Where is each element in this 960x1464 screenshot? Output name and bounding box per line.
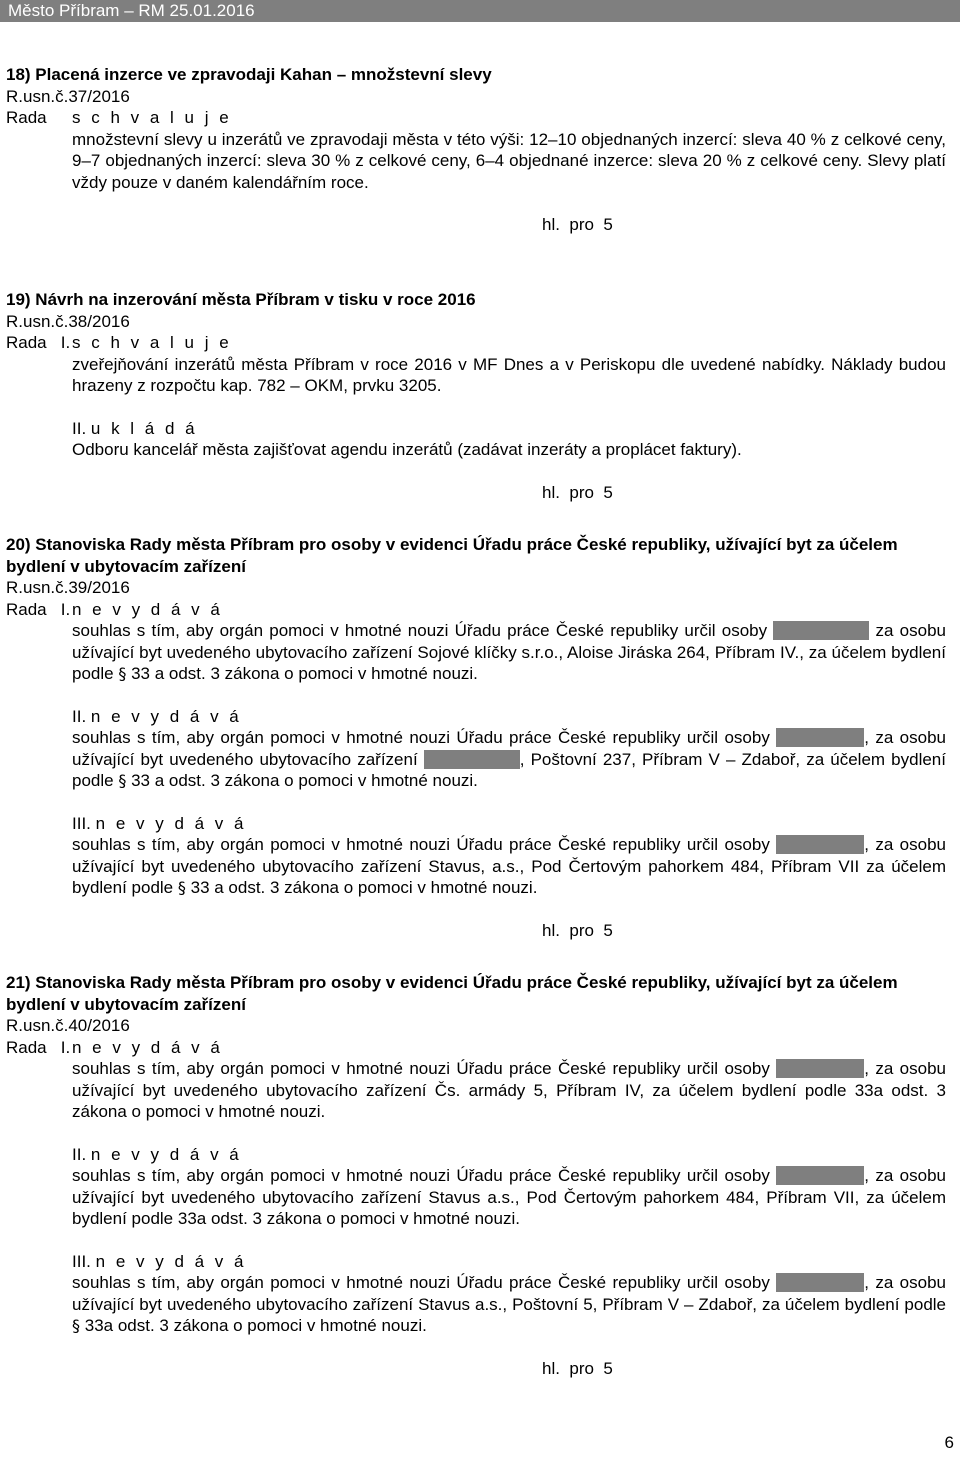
body-text: souhlas s tím, aby orgán pomoci v hmotné nouzi Úřadu práce České republiky určil osoby	[72, 621, 768, 640]
body-text: souhlas s tím, aby orgán pomoci v hmotné nouzi Úřadu práce České republiky určil osoby	[72, 835, 770, 854]
body-text: za účelem bydlení podle	[72, 749, 946, 790]
resolution-number: R.usn.č.40/2016	[6, 1016, 130, 1035]
redacted-facility	[424, 750, 520, 769]
page-header	[0, 0, 960, 22]
resolution-verb: s c h v a l u j e	[72, 108, 232, 127]
resolution-verb: s c h v a l u j e	[72, 333, 232, 352]
body-text: , Poštovní 237, Příbram V – Zdaboř,	[519, 749, 801, 769]
resolution-body	[6, 129, 946, 194]
section-21-title: 21) Stanoviska Rady města Příbram pro osoby v evidenci Úřadu práce České republiky, užívající byt za účelem bydlení v ubytovacím zařízení	[6, 973, 898, 1014]
resolution-number: R.usn.č.39/2016	[6, 578, 130, 597]
spacer	[6, 792, 946, 813]
resolution-label: Rada I.	[6, 1037, 71, 1057]
resolution-number: R.usn.č.38/2016	[6, 311, 130, 331]
body-text: za osobu užívající byt uvedeného ubytovacího zařízení Stavus, a.s., Pod Čertovým pahorkem 484, Příbram VII za účelem bydlení podle	[72, 835, 946, 897]
resolution-verb: n e v y d á v á	[72, 1037, 223, 1057]
vote-result: hl. pro 5	[542, 1358, 613, 1378]
spacer	[6, 1337, 946, 1358]
vote-result: hl. pro 5	[542, 215, 613, 234]
body-text: Slevy platí vždy pouze v daném kalendářním roce.	[72, 151, 946, 192]
spacer	[6, 461, 946, 482]
resolution-row	[6, 1144, 946, 1166]
page-number: 6	[944, 1433, 954, 1452]
spacer	[6, 1123, 946, 1144]
redacted-name	[776, 1059, 864, 1078]
redacted-name	[776, 1273, 864, 1292]
resolution-body	[6, 1165, 946, 1230]
resolution-label: Rada I.	[6, 599, 71, 619]
resolution-label: II.	[72, 1144, 87, 1164]
resolution-number: R.usn.č.37/2016	[6, 86, 130, 106]
section-18	[6, 64, 946, 236]
resolution-label: III.	[72, 813, 91, 833]
body-text: 33a odst. 3 zákona o pomoci v hmotné nouzi.	[84, 1316, 427, 1335]
body-text: souhlas s tím, aby orgán pomoci v hmotné nouzi Úřadu práce České republiky určil osoby	[72, 1166, 770, 1185]
section-sign: §	[118, 771, 127, 790]
section-19-title: 19) Návrh na inzerování města Příbram v tisku v roce 2016	[6, 290, 476, 309]
resolution-label: II.	[72, 706, 87, 726]
resolution-verb: n e v y d á v á	[90, 1144, 242, 1164]
redacted-name	[773, 621, 869, 640]
resolution-row	[6, 706, 946, 728]
body-text: množstevní slevy u inzerátů ve zpravodaji města v této výši: 12–10 objednaných inzercí: sleva 40 % z celkové ceny, 9–7 objednaných inzercí: sleva 30 % z celkové ceny, 6–4 objednané inzerce: sleva 20 % z celkové ceny.	[72, 129, 946, 170]
redacted-name	[776, 1166, 864, 1185]
spacer	[6, 1230, 946, 1251]
resolution-row	[6, 599, 946, 621]
redacted-name	[776, 728, 864, 747]
resolution-verb: u k l á d á	[90, 418, 198, 438]
vote-result: hl. pro 5	[542, 482, 613, 502]
resolution-body: zveřejňování inzerátů města Příbram v roce 2016 v MF Dnes a v Periskopu dle uvedené nabídky. Náklady budou hrazeny z rozpočtu kap. 782 – OKM, prvku 3205.	[72, 354, 946, 395]
body-text: za osobu užívající byt uvedeného ubytovacího zařízení Stavus a.s., Pod Čertovým pahorkem 484, Příbram VII, za účelem bydlení podle 33a odst. 3 zákona o pomoci v hmotné nouzi.	[72, 1166, 946, 1228]
header-title: Město Příbram – RM 25.01.2016	[8, 1, 255, 20]
resolution-row	[6, 813, 946, 835]
comma: ,	[864, 1166, 869, 1185]
comma: ,	[864, 1273, 869, 1292]
comma: ,	[864, 835, 869, 854]
body-text: za osobu užívající byt uvedeného ubytovacího zařízení	[72, 728, 946, 769]
vote-result: hl. pro 5	[542, 920, 613, 940]
section-19	[6, 289, 946, 503]
section-20	[6, 534, 946, 941]
section-20-title: 20) Stanoviska Rady města Příbram pro osoby v evidenci Úřadu práce České republiky, užívající byt za účelem bydlení v ubytovacím zařízení	[6, 535, 898, 576]
resolution-row	[6, 1037, 946, 1059]
resolution-body: Odboru kancelář města zajišťovat agendu inzerátů (zadávat inzeráty a proplácet faktury).	[72, 440, 742, 459]
body-text: 33 a odst. 3 zákona o pomoci v hmotné nouzi.	[131, 664, 478, 683]
spacer	[6, 193, 946, 214]
spacer	[6, 899, 946, 920]
resolution-verb: n e v y d á v á	[90, 706, 242, 726]
resolution-verb: n e v y d á v á	[72, 599, 223, 619]
comma: ,	[864, 1059, 869, 1078]
resolution-verb: n e v y d á v á	[95, 813, 247, 833]
resolution-label: III.	[72, 1251, 91, 1271]
resolution-row	[6, 107, 946, 129]
body-text: za osobu užívající byt uvedeného ubytovacího zařízení Čs. armády 5, Příbram IV, za účelem bydlení podle 33a odst. 3 zákona o pomoci v hmotné nouzi.	[72, 1059, 946, 1121]
resolution-label: II.	[72, 418, 87, 438]
section-18-title: 18) Placená inzerce ve zpravodaji Kahan – množstevní slevy	[6, 65, 492, 84]
body-text: za osobu užívající byt uvedeného ubytovacího zařízení Stavus a.s., Poštovní 5, Příbram V – Zdaboř, za účelem bydlení podle	[72, 1273, 946, 1314]
body-text: 33 a odst. 3 zákona o pomoci v hmotné nouzi.	[190, 878, 538, 897]
resolution-body	[6, 834, 946, 899]
section-sign: §	[177, 878, 186, 897]
resolution-row	[6, 418, 946, 440]
spacer	[6, 397, 946, 418]
resolution-body	[6, 727, 946, 792]
resolution-row	[6, 332, 946, 354]
comma: ,	[864, 728, 869, 747]
resolution-body	[6, 1058, 946, 1123]
body-text: souhlas s tím, aby orgán pomoci v hmotné nouzi Úřadu práce České republiky určil osoby	[72, 1273, 770, 1292]
resolution-verb: n e v y d á v á	[95, 1251, 247, 1271]
resolution-body	[6, 1272, 946, 1337]
section-sign: §	[72, 1316, 80, 1335]
body-text: za osobu užívající byt uvedeného ubytovacího zařízení Sojové klíčky s.r.o., Aloise Jiráska 264, Příbram IV., za účelem bydlení podle	[72, 621, 946, 683]
body-text: souhlas s tím, aby orgán pomoci v hmotné nouzi Úřadu práce České republiky určil osoby	[72, 728, 770, 747]
spacer	[6, 685, 946, 706]
resolution-label: Rada	[6, 108, 47, 127]
resolution-body	[6, 620, 946, 685]
section-21	[6, 972, 946, 1379]
resolution-row	[6, 1251, 946, 1273]
body-text: souhlas s tím, aby orgán pomoci v hmotné nouzi Úřadu práce České republiky určil osoby	[72, 1059, 770, 1078]
section-sign: §	[118, 664, 127, 683]
body-text: 33 a odst. 3 zákona o pomoci v hmotné nouzi.	[131, 771, 478, 790]
redacted-name	[776, 835, 864, 854]
resolution-label: Rada I.	[6, 333, 71, 352]
